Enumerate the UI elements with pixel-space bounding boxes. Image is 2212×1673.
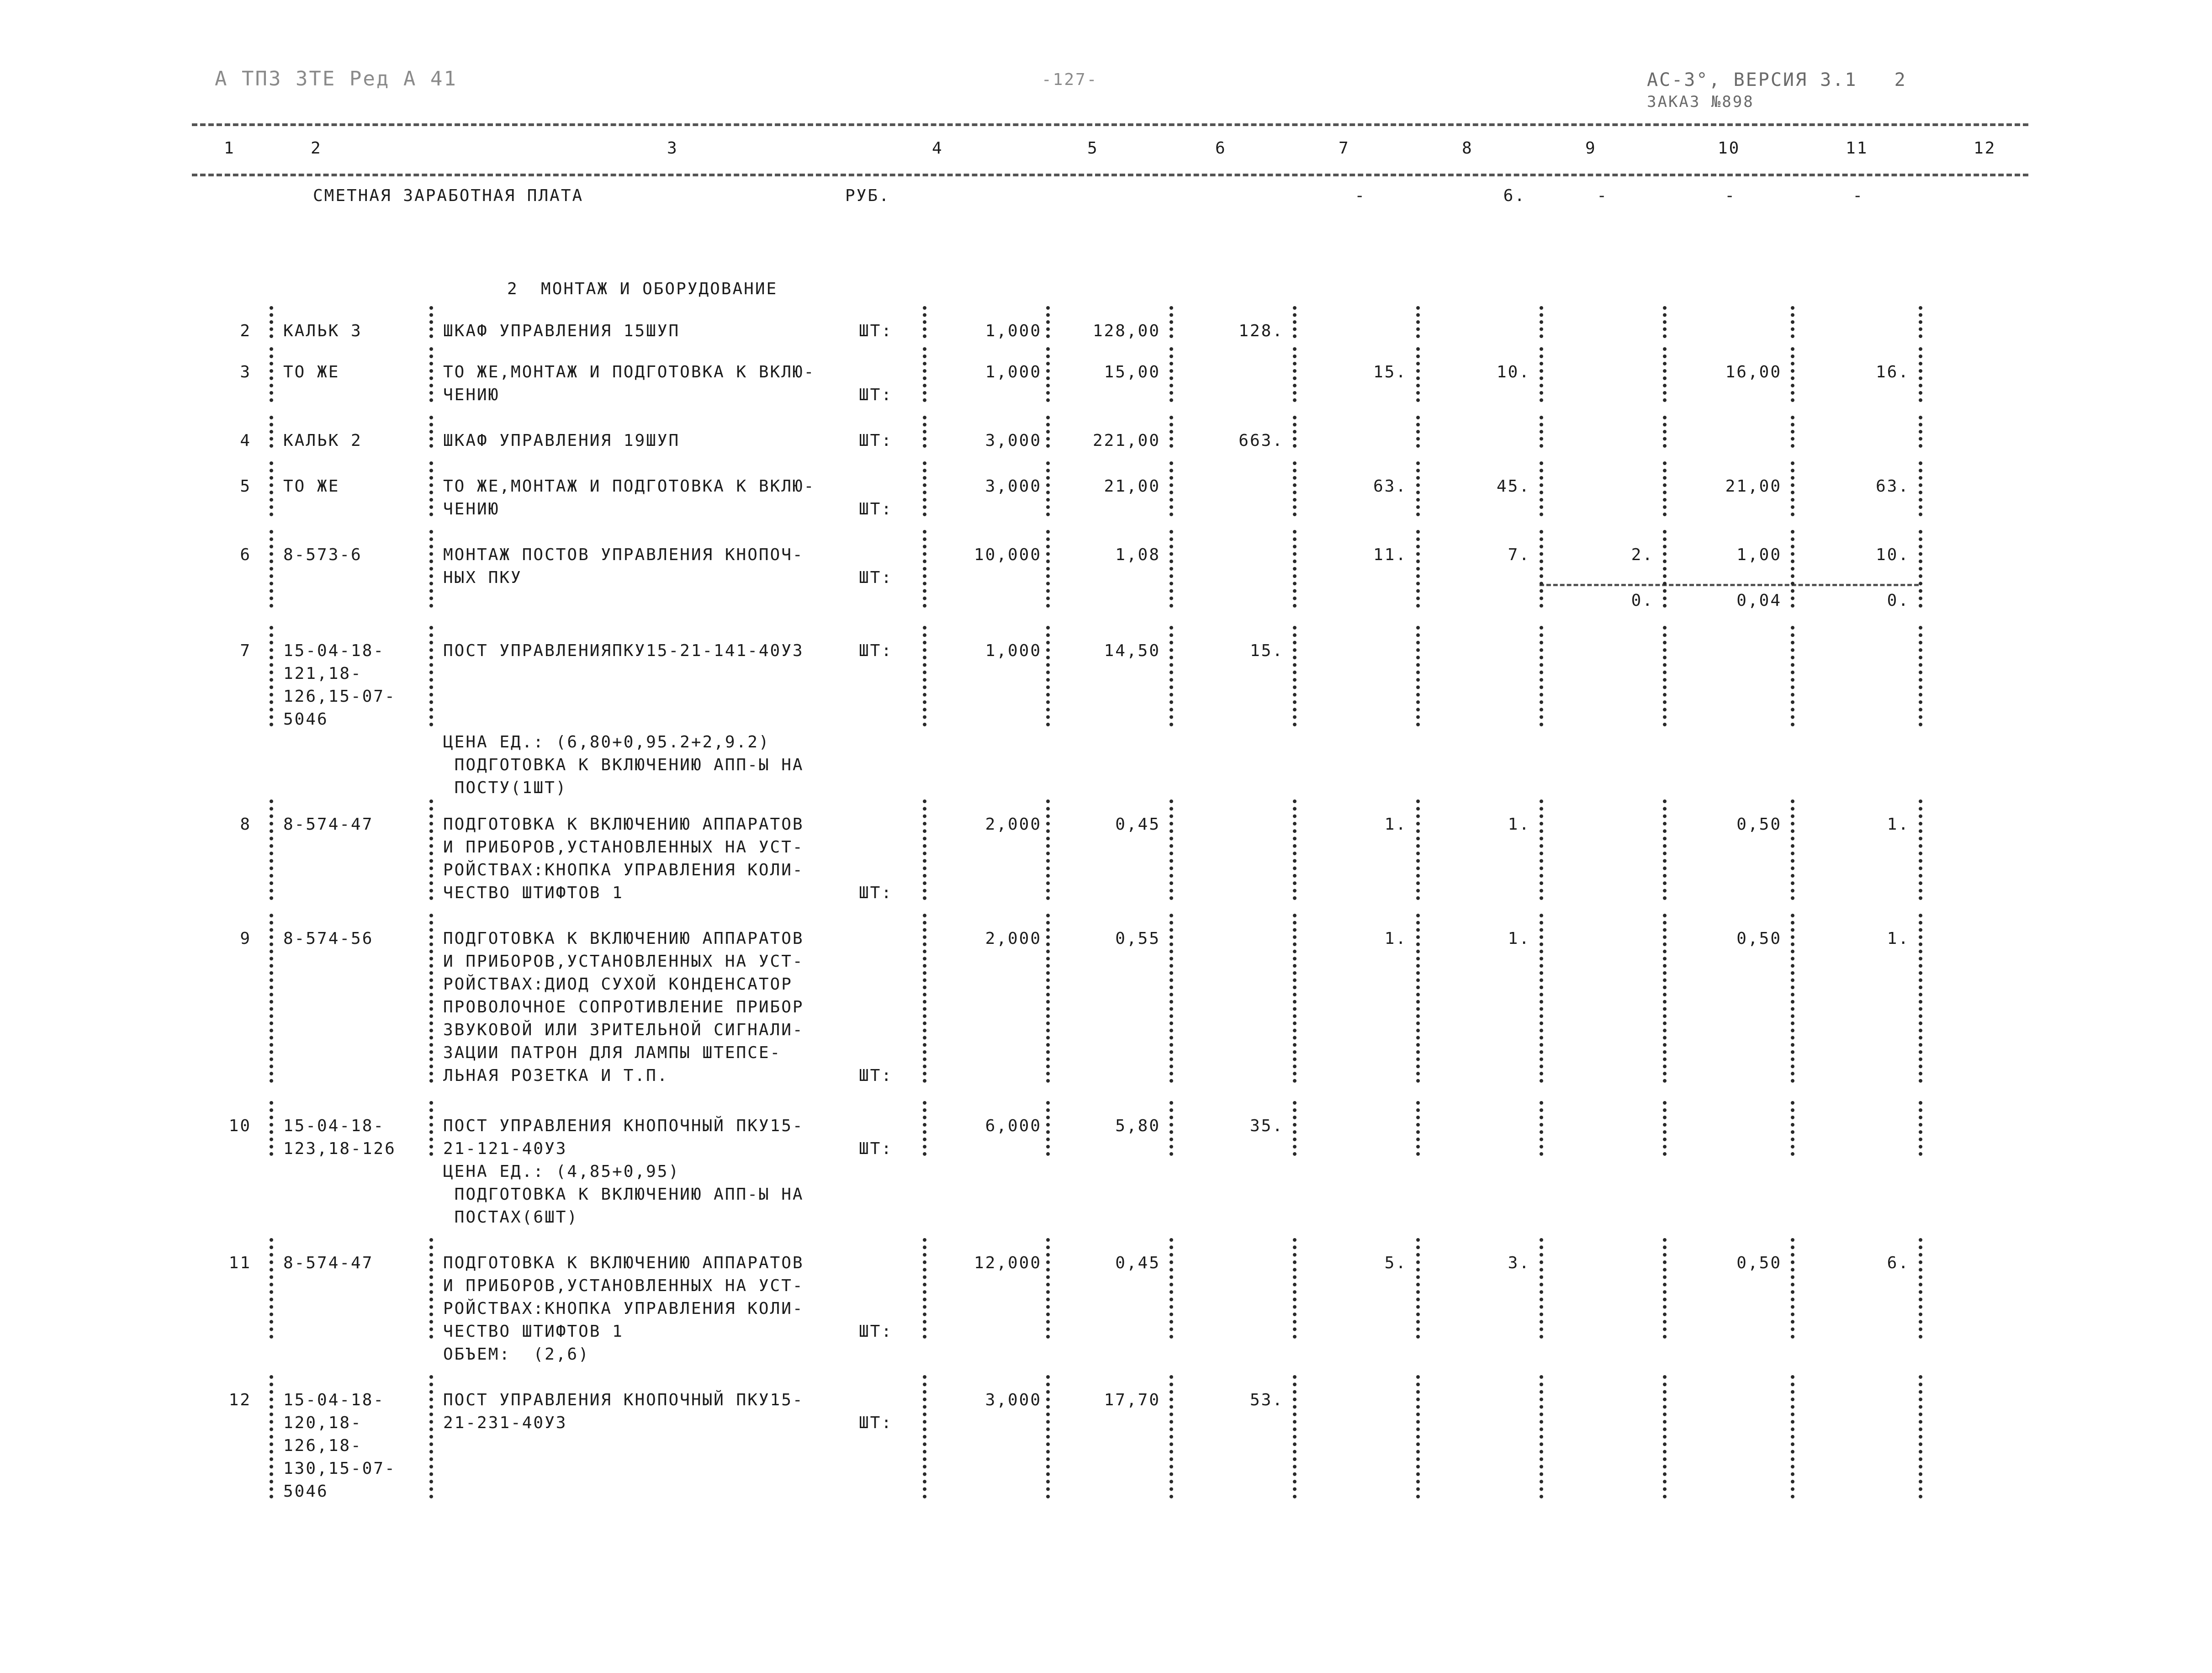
row-unit-price: 1,08 [1115,545,1160,564]
row-labor-total: 63. [1875,477,1910,496]
header-rule-top [192,123,2028,126]
column-separator [429,1238,433,1339]
column-separator [1046,530,1050,608]
row-description: ЧЕСТВО ШТИФТОВ 1 [443,884,624,902]
row-code: 8-574-56 [283,929,374,948]
row-machine-cost: 7. [1508,545,1530,564]
column-separator [1919,1375,1922,1498]
column-separator [1293,1238,1297,1339]
column-separator [1170,1375,1173,1498]
column-number-6: 6 [1215,139,1227,158]
column-separator [1170,1238,1173,1339]
column-separator [923,306,926,338]
column-number-3: 3 [667,139,678,158]
column-separator [1293,626,1297,726]
column-separator [1416,306,1420,338]
row-unit-price: 128,00 [1092,322,1160,340]
row-unit: ШТ: [859,500,893,519]
wage-unit: РУБ. [845,186,890,205]
column-number-1: 1 [224,139,235,158]
column-separator [270,914,273,1083]
row-code: 5046 [283,710,328,729]
row-description: ПОДГОТОВКА К ВКЛЮЧЕНИЮ АППАРАТОВ [443,1254,804,1272]
row-unit: ШТ: [859,386,893,404]
column-separator [429,530,433,608]
column-separator [1540,347,1543,402]
column-separator [1919,347,1922,402]
row-labor-total: 16. [1875,363,1910,381]
row-unit-price: 0,45 [1115,1254,1160,1272]
row-description: ЧЕНИЮ [443,386,500,404]
column-separator [1046,1375,1050,1498]
column-separator [923,626,926,726]
row-description: МОНТАЖ ПОСТОВ УПРАВЛЕНИЯ КНОПОЧ- [443,545,804,564]
column-separator [270,1238,273,1339]
column-separator [1919,530,1922,608]
row-description: ПОСТ УПРАВЛЕНИЯПКУ15-21-141-40У3 [443,641,804,660]
column-number-11: 11 [1846,139,1868,158]
column-separator [429,1101,433,1156]
row-wages: 15. [1373,363,1407,381]
column-separator [1293,306,1297,338]
row-labor-total: 1. [1887,929,1910,948]
column-separator [1663,461,1667,516]
column-separator [270,1375,273,1498]
row-code: 126,15-07- [283,687,396,706]
column-separator [1540,306,1543,338]
row-quantity: 3,000 [985,1391,1042,1409]
row-description: НЫХ ПКУ [443,568,522,587]
row-sub-c9: 0. [1631,591,1654,610]
column-separator [923,799,926,900]
column-separator [1663,416,1667,448]
row-code: 15-04-18- [283,1391,385,1409]
column-separator [1791,416,1794,448]
row-description: ЧЕНИЮ [443,500,500,519]
column-separator [270,626,273,726]
row-quantity: 1,000 [985,322,1042,340]
header-left-stamp: А ТПЗ ЗТЕ Ред А 41 [215,67,457,90]
column-separator [1919,914,1922,1083]
column-separator [1791,626,1794,726]
row-labor-unit: 0,50 [1736,929,1782,948]
column-separator [1540,799,1543,900]
column-number-5: 5 [1087,139,1099,158]
row-code: 15-04-18- [283,641,385,660]
column-separator [1293,914,1297,1083]
row-quantity: 3,000 [985,477,1042,496]
row-number: 6 [240,545,251,564]
column-separator [1293,461,1297,516]
column-separator [1791,799,1794,900]
row-sub-c10: 0,04 [1736,591,1782,610]
column-separator [1919,306,1922,338]
column-separator [1170,461,1173,516]
column-separator [1540,626,1543,726]
row-note: ПОСТАХ(6ШТ) [443,1208,579,1227]
column-separator [429,1375,433,1498]
row-description: ПОСТ УПРАВЛЕНИЯ КНОПОЧНЫЙ ПКУ15- [443,1117,804,1135]
row-description: РОЙСТВАХ:КНОПКА УПРАВЛЕНИЯ КОЛИ- [443,861,804,879]
row-number: 10 [228,1117,251,1135]
column-separator [1416,914,1420,1083]
column-separator [1046,626,1050,726]
column-separator [429,416,433,448]
subtotal-divider [1540,584,1919,586]
row-sub-c11: 0. [1887,591,1910,610]
column-separator [1791,461,1794,516]
column-separator [1919,799,1922,900]
column-separator [270,461,273,516]
column-separator [429,626,433,726]
column-separator [1791,1101,1794,1156]
column-separator [1293,1375,1297,1498]
column-separator [1046,914,1050,1083]
row-wages: 5. [1384,1254,1407,1272]
column-number-2: 2 [311,139,322,158]
row-unit: ШТ: [859,431,893,450]
row-note: ПОДГОТОВКА К ВКЛЮЧЕНИЮ АПП-Ы НА [443,756,804,774]
row-labor-total: 6. [1887,1254,1910,1272]
row-number: 12 [228,1391,251,1409]
row-unit-price: 15,00 [1104,363,1160,381]
row-wages: 11. [1373,545,1407,564]
row-quantity: 2,000 [985,815,1042,834]
column-separator [1046,306,1050,338]
row-description: 21-121-40У3 [443,1139,567,1158]
row-labor-unit: 0,50 [1736,1254,1782,1272]
column-separator [1540,1238,1543,1339]
program-version: АС-3°, ВЕРСИЯ 3.1 2 [1647,69,1907,90]
row-code: 123,18-126 [283,1139,396,1158]
row-unit: ШТ: [859,1066,893,1085]
row-unit-price: 14,50 [1104,641,1160,660]
column-separator [1540,530,1543,608]
row-machine-wages: 2. [1631,545,1654,564]
row-total-cost: 128. [1238,322,1284,340]
row-machine-cost: 10. [1496,363,1530,381]
column-separator [1046,1101,1050,1156]
column-separator [1046,799,1050,900]
column-separator [923,416,926,448]
row-code: 8-574-47 [283,1254,374,1272]
row-number: 3 [240,363,251,381]
column-separator [1416,530,1420,608]
row-number: 8 [240,815,251,834]
column-separator [1663,914,1667,1083]
wage-label: СМЕТНАЯ ЗАРАБОТНАЯ ПЛАТА [313,186,584,205]
header-rule-bottom [192,174,2028,176]
column-separator [1919,626,1922,726]
column-separator [429,799,433,900]
column-separator [1416,347,1420,402]
column-separator [1540,1101,1543,1156]
column-separator [1170,626,1173,726]
wage-c10: - [1725,186,1736,205]
row-unit: ШТ: [859,568,893,587]
row-note: ПОСТУ(1ШТ) [443,778,567,797]
column-separator [270,799,273,900]
row-machine-cost: 3. [1508,1254,1530,1272]
column-separator [270,347,273,402]
row-unit: ШТ: [859,1414,893,1432]
column-separator [1170,1101,1173,1156]
row-code: ТО ЖЕ [283,477,340,496]
row-note: ОБЪЕМ: (2,6) [443,1345,590,1364]
row-code: 126,18- [283,1436,362,1455]
row-number: 5 [240,477,251,496]
row-unit-price: 17,70 [1104,1391,1160,1409]
column-number-4: 4 [932,139,943,158]
column-separator [1293,347,1297,402]
column-separator [1046,461,1050,516]
column-separator [1416,799,1420,900]
column-separator [1293,530,1297,608]
column-number-9: 9 [1585,139,1597,158]
row-description: ЧЕСТВО ШТИФТОВ 1 [443,1322,624,1341]
column-separator [270,306,273,338]
row-quantity: 12,000 [974,1254,1042,1272]
section-title: 2 МОНТАЖ И ОБОРУДОВАНИЕ [507,280,778,298]
row-machine-cost: 1. [1508,929,1530,948]
column-separator [1663,530,1667,608]
row-number: 4 [240,431,251,450]
column-separator [1791,347,1794,402]
wage-c9: - [1597,186,1608,205]
column-separator [923,1238,926,1339]
row-unit-price: 221,00 [1092,431,1160,450]
row-code: 120,18- [283,1414,362,1432]
column-separator [1046,347,1050,402]
row-quantity: 3,000 [985,431,1042,450]
row-total-cost: 35. [1249,1117,1284,1135]
column-separator [923,1101,926,1156]
column-separator [1540,461,1543,516]
row-unit: ШТ: [859,1322,893,1341]
row-code: КАЛЬК 3 [283,322,362,340]
column-separator [429,461,433,516]
column-separator [1663,306,1667,338]
row-code: КАЛЬК 2 [283,431,362,450]
row-unit-price: 0,55 [1115,929,1160,948]
row-total-cost: 15. [1249,641,1284,660]
column-number-12: 12 [1974,139,1996,158]
column-separator [1416,1375,1420,1498]
row-unit-price: 5,80 [1115,1117,1160,1135]
column-separator [923,347,926,402]
row-description: ЗВУКОВОЙ ИЛИ ЗРИТЕЛЬНОЙ СИГНАЛИ- [443,1021,804,1039]
column-separator [1663,1101,1667,1156]
row-description: ПОДГОТОВКА К ВКЛЮЧЕНИЮ АППАРАТОВ [443,929,804,948]
row-description: ЗАЦИИ ПАТРОН ДЛЯ ЛАМПЫ ШТЕПСЕ- [443,1043,782,1062]
wage-c8: 6. [1503,186,1526,205]
column-separator [1663,626,1667,726]
row-wages: 63. [1373,477,1407,496]
row-unit: ШТ: [859,641,893,660]
column-separator [1663,799,1667,900]
row-code: 121,18- [283,664,362,683]
column-separator [923,530,926,608]
column-separator [1170,306,1173,338]
row-code: 15-04-18- [283,1117,385,1135]
column-separator [1663,1375,1667,1498]
row-wages: 1. [1384,815,1407,834]
column-separator [429,306,433,338]
column-separator [1919,1238,1922,1339]
row-note: ЦЕНА ЕД.: (6,80+0,95.2+2,9.2) [443,733,770,752]
column-separator [1919,1101,1922,1156]
row-note: ЦЕНА ЕД.: (4,85+0,95) [443,1162,680,1181]
column-separator [1293,416,1297,448]
row-labor-unit: 1,00 [1736,545,1782,564]
row-description: 21-231-40У3 [443,1414,567,1432]
column-separator [1540,914,1543,1083]
column-separator [270,1101,273,1156]
column-separator [1791,306,1794,338]
row-description: ТО ЖЕ,МОНТАЖ И ПОДГОТОВКА К ВКЛЮ- [443,363,815,381]
wage-c11: - [1852,186,1864,205]
column-separator [1170,347,1173,402]
row-description: И ПРИБОРОВ,УСТАНОВЛЕННЫХ НА УСТ- [443,1276,804,1295]
column-separator [1416,1101,1420,1156]
row-unit-price: 0,45 [1115,815,1160,834]
row-description: ПОДГОТОВКА К ВКЛЮЧЕНИЮ АППАРАТОВ [443,815,804,834]
row-number: 11 [228,1254,251,1272]
row-wages: 1. [1384,929,1407,948]
row-note: ПОДГОТОВКА К ВКЛЮЧЕНИЮ АПП-Ы НА [443,1185,804,1204]
column-separator [1791,1238,1794,1339]
row-code: 8-574-47 [283,815,374,834]
row-code: 130,15-07- [283,1459,396,1478]
row-number: 2 [240,322,251,340]
row-description: ТО ЖЕ,МОНТАЖ И ПОДГОТОВКА К ВКЛЮ- [443,477,815,496]
row-total-cost: 53. [1249,1391,1284,1409]
column-separator [270,530,273,608]
column-separator [1416,461,1420,516]
column-separator [1293,799,1297,900]
row-description: ПОСТ УПРАВЛЕНИЯ КНОПОЧНЫЙ ПКУ15- [443,1391,804,1409]
row-description: ШКАФ УПРАВЛЕНИЯ 19ШУП [443,431,680,450]
row-number: 9 [240,929,251,948]
order-number: ЗАКАЗ №898 [1647,93,1754,111]
column-separator [1663,1238,1667,1339]
row-code: ТО ЖЕ [283,363,340,381]
column-separator [1170,416,1173,448]
row-description: И ПРИБОРОВ,УСТАНОВЛЕННЫХ НА УСТ- [443,838,804,857]
column-separator [1170,530,1173,608]
column-separator [1791,530,1794,608]
row-labor-unit: 0,50 [1736,815,1782,834]
row-quantity: 1,000 [985,363,1042,381]
column-number-10: 10 [1718,139,1741,158]
row-description: ЛЬНАЯ РОЗЕТКА И Т.П. [443,1066,669,1085]
column-number-8: 8 [1462,139,1473,158]
column-separator [270,416,273,448]
row-labor-unit: 16,00 [1725,363,1782,381]
row-quantity: 10,000 [974,545,1042,564]
row-description: РОЙСТВАХ:КНОПКА УПРАВЛЕНИЯ КОЛИ- [443,1299,804,1318]
row-description: РОЙСТВАХ:ДИОД СУХОЙ КОНДЕНСАТОР [443,975,793,994]
row-unit: ШТ: [859,322,893,340]
column-separator [1919,416,1922,448]
row-unit: ШТ: [859,884,893,902]
column-separator [1416,1238,1420,1339]
row-labor-total: 1. [1887,815,1910,834]
column-separator [429,914,433,1083]
row-description: И ПРИБОРОВ,УСТАНОВЛЕННЫХ НА УСТ- [443,952,804,971]
row-description: ПРОВОЛОЧНОЕ СОПРОТИВЛЕНИЕ ПРИБОР [443,998,804,1017]
column-separator [1416,416,1420,448]
column-separator [1540,1375,1543,1498]
column-separator [1791,1375,1794,1498]
column-separator [923,1375,926,1498]
column-separator [1046,1238,1050,1339]
column-separator [1170,799,1173,900]
row-description: ШКАФ УПРАВЛЕНИЯ 15ШУП [443,322,680,340]
row-machine-cost: 1. [1508,815,1530,834]
column-number-7: 7 [1339,139,1350,158]
row-unit-price: 21,00 [1104,477,1160,496]
page-mark: -127- [1042,70,1098,89]
row-machine-cost: 45. [1496,477,1530,496]
row-quantity: 2,000 [985,929,1042,948]
column-separator [1791,914,1794,1083]
column-separator [1540,416,1543,448]
row-code: 5046 [283,1482,328,1501]
column-separator [1046,416,1050,448]
column-separator [923,461,926,516]
column-separator [923,914,926,1083]
column-separator [1919,461,1922,516]
row-number: 7 [240,641,251,660]
row-labor-unit: 21,00 [1725,477,1782,496]
column-separator [1416,626,1420,726]
column-separator [1170,914,1173,1083]
row-quantity: 1,000 [985,641,1042,660]
row-total-cost: 663. [1238,431,1284,450]
row-quantity: 6,000 [985,1117,1042,1135]
row-unit: ШТ: [859,1139,893,1158]
row-labor-total: 10. [1875,545,1910,564]
row-code: 8-573-6 [283,545,362,564]
column-separator [1663,347,1667,402]
column-separator [429,347,433,402]
column-separator [1293,1101,1297,1156]
wage-c7: - [1355,186,1366,205]
